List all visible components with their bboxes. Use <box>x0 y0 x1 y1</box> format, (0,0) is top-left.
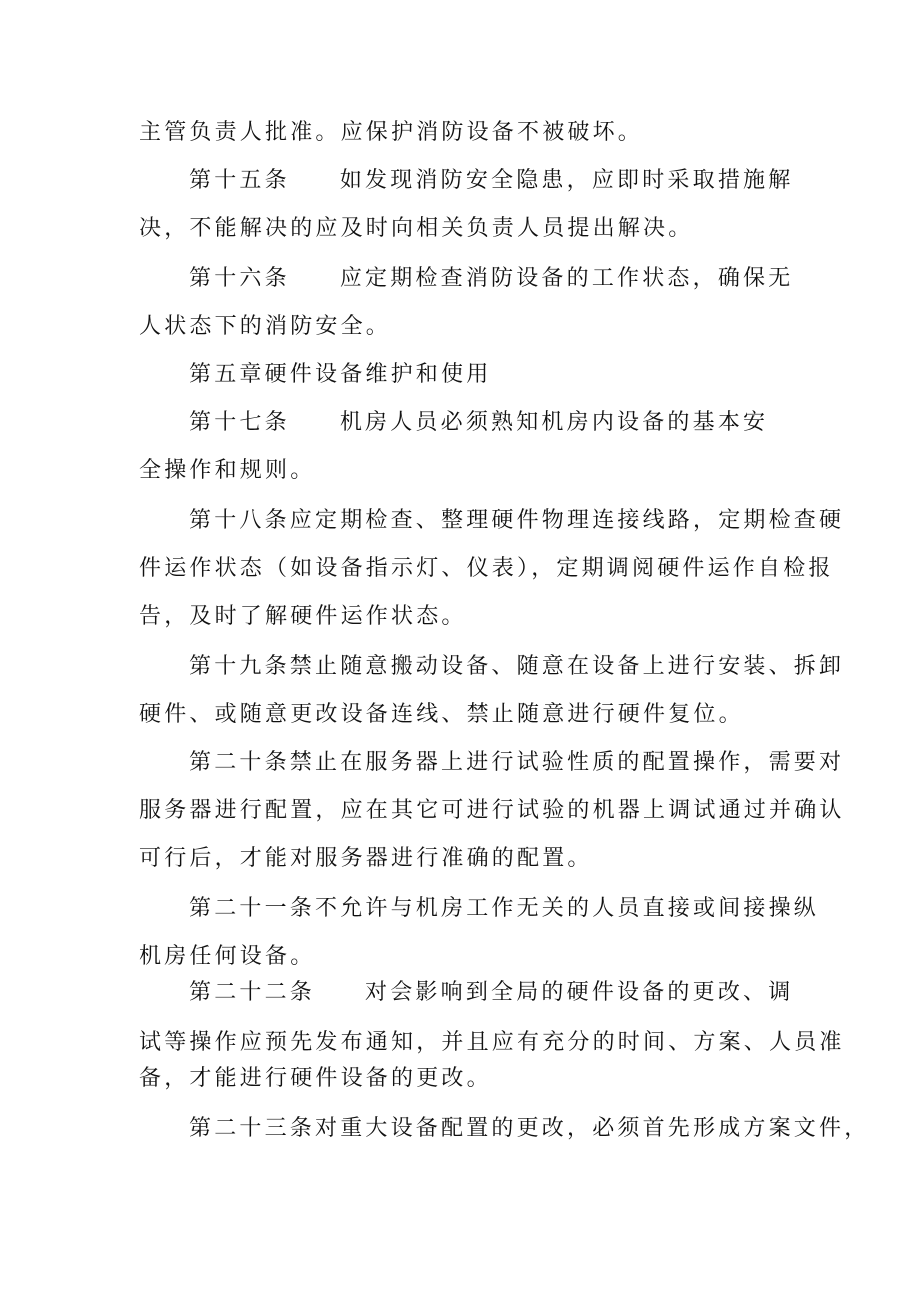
text-line: 备，才能进行硬件设备的更改。 <box>139 1066 492 1091</box>
article-text: 机房人员必须熟知机房内设备的基本安 <box>339 410 769 435</box>
article-text: 对会影响到全局的硬件设备的更改、调 <box>365 980 794 1005</box>
article-line <box>189 978 793 1008</box>
text-line: 第十九条禁止随意搬动设备、随意在设备上进行安装、拆卸 <box>189 654 845 679</box>
text-line: 第十八条应定期检查、整理硬件物理连接线路，定期检查硬 <box>189 508 845 533</box>
text-line: 件运作状态（如设备指示灯、仪表），定期调阅硬件运作自检报 <box>139 556 834 581</box>
article-number: 第十七条 <box>189 410 290 435</box>
article-line <box>189 264 793 294</box>
article-number: 第十六条 <box>189 266 290 291</box>
text-line: 试等操作应预先发布通知，并且应有充分的时间、方案、人员准 <box>139 1030 845 1055</box>
article-line <box>189 408 768 438</box>
text-line: 决，不能解决的应及时向相关负责人员提出解决。 <box>139 216 694 241</box>
article-number: 第二十二条 <box>189 980 316 1005</box>
article-number: 第十五条 <box>189 168 290 193</box>
text-line: 第二十一条不允许与机房工作无关的人员直接或间接操纵 <box>189 896 820 921</box>
text-line: 硬件、或随意更改设备连线、禁止随意进行硬件复位。 <box>139 702 744 727</box>
text-line: 第二十条禁止在服务器上进行试验性质的配置操作，需要对 <box>189 750 845 775</box>
article-line <box>189 166 793 196</box>
chapter-heading: 第五章硬件设备维护和使用 <box>189 362 492 387</box>
text-line: 主管负责人批准。应保护消防设备不被破坏。 <box>139 120 644 145</box>
text-line: 可行后，才能对服务器进行准确的配置。 <box>139 846 593 871</box>
article-text: 如发现消防安全隐患，应即时采取措施解 <box>339 168 794 193</box>
text-line: 人状态下的消防安全。 <box>139 314 392 339</box>
text-line: 机房任何设备。 <box>139 944 316 969</box>
article-text: 应定期检查消防设备的工作状态，确保无 <box>339 266 794 291</box>
text-line: 告，及时了解硬件运作状态。 <box>139 604 467 629</box>
text-line: 第二十三条对重大设备配置的更改，必须首先形成方案文件， <box>189 1116 870 1141</box>
text-line: 全操作和规则。 <box>139 458 316 483</box>
text-line: 服务器进行配置，应在其它可进行试验的机器上调试通过并确认 <box>139 798 845 823</box>
